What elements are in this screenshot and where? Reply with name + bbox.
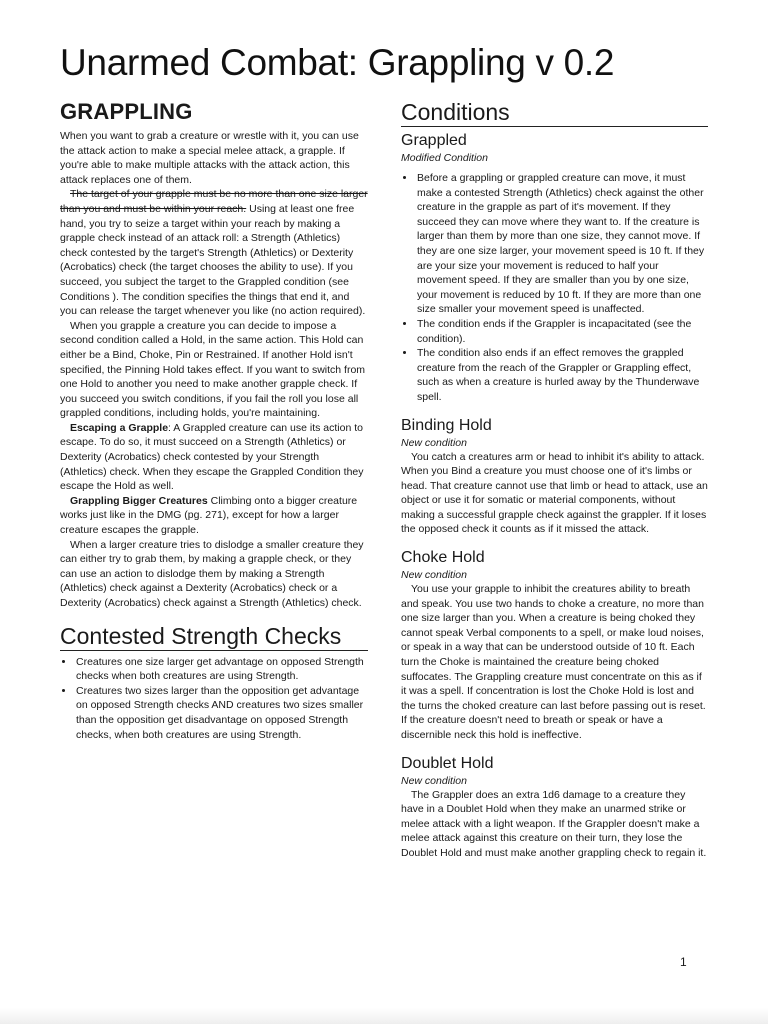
spacer: [60, 611, 368, 622]
contested-heading: Contested Strength Checks: [60, 622, 368, 651]
conditions-heading: Conditions: [401, 98, 708, 127]
grappled-subtitle: Modified Condition: [401, 152, 488, 164]
list-item: • Creatures one size larger get advantage on opposed Strength checks when both creatures are using Strength.: [75, 655, 368, 684]
grappling-intro: When you want to grab a creature or wrestle with it, you can use the attack action to make a special melee attack, a grapple. If you're able to make multiple attacks with the attack action, this attack replaces one of them.: [60, 130, 359, 186]
list-item: • The condition ends if the Grappler is incapacitated (see the condition).: [416, 317, 708, 346]
binding-subtitle: New condition: [401, 436, 467, 449]
doublet-text: The Grappler does an extra 1d6 damage to a creature they have in a Doublet Hold when they make an unarmed strike or melee attack with a light weapon. If the Grappler doesn't make a melee attack against this creature on their turn, they lose the Doublet Hold and must make another grappling check to regain it.: [401, 788, 707, 859]
grappling-section: [60, 98, 368, 611]
list-item: • Before a grappling or grappled creature can move, it must make a contested Strength (Athletics) check against the other creature in the grapple as part of it's movement. If they succeed they can move where they want to. If the creature is larger than them by more than one size, they cannot move. If they are one size larger, your movement speed is 10 ft. If they are your size your movement is reduced to half your movement speed. If they are smaller than you by one size, your movement is reduced by 10 ft. If they are more than one size smaller your movement speed is unaffected.: [416, 171, 708, 317]
escaping-text: : A Grappled creature can use its action to escape. To do so, it must succeed on a Strength (Athletics) or Dexterity (Acrobatics) check contested by your Strength (Athletics) check. When they escape the Grappled Condition they escape the Hold as well.: [60, 421, 364, 493]
choke-subtitle: New condition: [401, 569, 467, 582]
doublet-subtitle: New condition: [401, 774, 467, 787]
contested-list: [60, 655, 368, 743]
doublet-heading: Doublet Hold: [401, 754, 494, 772]
binding-section: [401, 416, 708, 538]
doublet-section: [401, 754, 708, 861]
hold-rules: When you grapple a creature you can decide to impose a second condition called a Hold, in the same action. This Hold can either be a Bind, Choke, Pin or Restrained. If another Hold isn't specified, the Pinning Hold takes effect. If you want to switch from one Hold to another you need to make another grapple check. If you succeed you switch conditions, if you fail the roll you lose all grappled conditions, including holds, you're maintaining.: [60, 319, 366, 420]
choke-heading: Choke Hold: [401, 549, 485, 567]
contested-section: [60, 622, 368, 743]
grappling-rules: [60, 187, 368, 318]
grappling-heading: GRAPPLING: [60, 99, 193, 124]
page-number: 1: [680, 955, 687, 969]
grappling-rules-text: Using at least one free hand, you try to seize a target within your reach by making a grapple check instead of an attack roll: a Strength (Athletics) check contested by the target's Strength (Athletics) or Dexterity (Acrobatics) check (the target chooses the ability to use). If you succeed, you subject the target to the Grappled condition (see Conditions ). The condition specifies the things that end it, and you can release the target whenever you like (no action required).: [60, 202, 366, 318]
grappled-heading: Grappled: [401, 132, 467, 149]
right-column: [401, 98, 708, 861]
bigger-label: Grappling Bigger Creatures: [70, 494, 208, 507]
binding-text: You catch a creatures arm or head to inhibit it's ability to attack. When you Bind a creature you must choose one of it's limbs or head. That creature cannot use that limb or head to attack, use an object or use it for somatic or material components, without making a successful grapple check against the grappler. If it loses the opposed check it counts as if it missed the attack.: [401, 450, 708, 536]
choke-text: You use your grapple to inhibit the creatures ability to breath and speak. You use two hands to choke a creature, no more than one size larger than you. When a creature is being choked they cannot speak Verbal components to a spell, or make loud noises, or speak in a way that can be understood outside of 10 ft. Each turn the Choke is maintained the creature being choked suffocates. The Grappling creature must concentrate on this as if it was a spell. If concentration is lost the Choke Hold is lost and the turns the choked creature can last before passing out is reset. If the creature doesn't need to breath or speak or have a discernible neck this hold is ineffective.: [401, 583, 706, 741]
escaping-grapple: [60, 421, 368, 494]
list-item: • The condition also ends if an effect removes the grappled creature from the reach of the Grappler or Grappling effect, such as when a creature is hurled away by the Thunderwave spell.: [416, 346, 708, 404]
list-item: • Creatures two sizes larger than the opposition get advantage on opposed Strength checks AND creatures two sizes smaller than the opposition get disadvantage on opposed Strength checks, when both creatures are using Strength.: [75, 684, 368, 742]
grappled-section: [401, 131, 708, 405]
escaping-label: Escaping a Grapple: [70, 421, 169, 434]
left-column: [60, 98, 368, 742]
bigger-text: Climbing onto a bigger creature works just like in the DMG (pg. 271), except for how a larger creature escapes the grapple.: [60, 494, 358, 537]
spacer: [401, 743, 708, 754]
grappling-bigger: [60, 494, 368, 538]
spacer: [401, 537, 708, 548]
binding-heading: Binding Hold: [401, 416, 492, 434]
choke-section: [401, 548, 708, 743]
dislodge-rules: When a larger creature tries to dislodge a smaller creature they can either try to grab them, by making a grapple check, or they can use an action to dislodge them by making a Strength (Athletics) check against a Dexterity (Acrobatics) check or a Dexterity (Acrobatics) check against a Strength (Athletics) check.: [60, 538, 364, 609]
struck-text: The target of your grapple must be no more than one size larger than you and must be within your reach.: [60, 188, 368, 215]
grappled-list: [401, 171, 708, 405]
page-edge: [0, 1008, 768, 1024]
document-title: Unarmed Combat: Grappling v 0.2: [60, 42, 615, 83]
spacer: [401, 405, 708, 416]
